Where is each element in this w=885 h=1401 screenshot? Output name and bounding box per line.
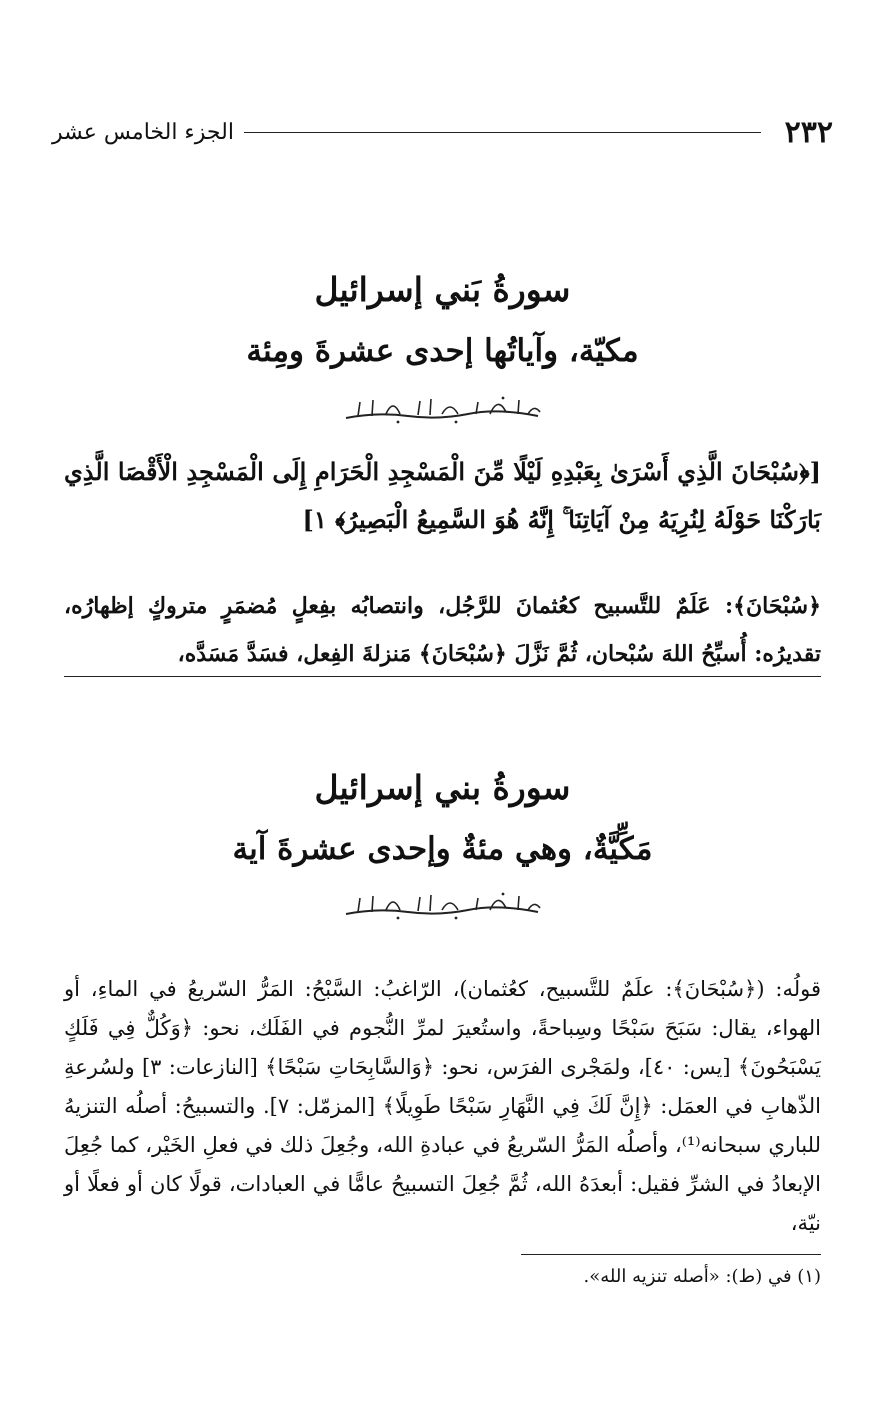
section2-body: قولُه: (﴿سُبْحَانَ﴾: علَمٌ للتَّسبيح، كعُثمان)، الرّاغبُ: السَّبْحُ: المَرُّ السّريعُ في الماءِ، أو الهواء، يقال: سَبَحَ سَبْحًا وسِباحةً، واستُعيرَ لمرِّ النُّجوم في الفَلَك، نحو: ﴿وَكُلٌّ فِي فَلَكٍ يَسْبَحُونَ﴾ [يس: ٤٠]، ولمَجْرى الفرَس، نحو: ﴿وَالسَّابِحَاتِ سَبْحًا﴾ [النازعات: ٣] ولسُرعةِ الذّهابِ في العمَل: ﴿إِنَّ لَكَ فِي النَّهَارِ سَبْحًا طَوِيلًا﴾ [المزمّل: ٧]. والتسبيحُ: أصلُه التنزيهُ للباري سبحانه⁽¹⁾، وأصلُه المَرُّ السّريعُ في عبادةِ الله، وجُعِلَ ذلك في فعلِ الخَيْر، كما جُعِلَ الإبعادُ في الشرِّ فقيل: أبعدَهُ الله، ثُمَّ جُعِلَ التسبيحُ عامًّا في العبادات، قولًا كان أو فعلًا أو نيّة، <box>64 977 821 1235</box>
basmala-calligraphy-icon <box>338 888 548 922</box>
page-number: ٢٣٢ <box>784 114 833 150</box>
section1-title: سورةُ بَني إسرائيل <box>314 270 571 309</box>
section1-commentary: ﴿سُبْحَانَ﴾: عَلَمٌ للتَّسبيح كعُثمانَ للرَّجُل، وانتصابُه بفِعلٍ مُضمَرٍ متروكٍ إظهارُه، تقديرُه: أُسبِّحُ اللهَ سُبْحان، ثُمَّ نَزَّلَ ﴿سُبْحَانَ﴾ مَنزلةَ الفِعل، فسَدَّ مَسَدَّه، <box>64 593 821 667</box>
header-rule <box>244 132 761 133</box>
section1-verse: [﴿سُبْحَانَ الَّذِي أَسْرَىٰ بِعَبْدِهِ لَيْلًا مِّنَ الْمَسْجِدِ الْحَرَامِ إِلَى الْمَسْجِدِ الْأَقْصَا الَّذِي بَارَكْنَا حَوْلَهُ لِنُرِيَهُ مِنْ آيَاتِنَا ۚ إِنَّهُ هُوَ السَّمِيعُ الْبَصِيرُ﴾ ١] <box>64 457 821 534</box>
section1-subtitle: مكيّة، وآياتُها إحدى عشرةَ ومِئة <box>246 333 639 369</box>
section1-titles <box>40 262 845 384</box>
running-title: الجزء الخامس عشر <box>52 119 234 145</box>
section-divider <box>64 676 821 677</box>
footnote-rule <box>521 1254 821 1255</box>
section2-subtitle: مَكِّيَّةٌ، وهي مئةٌ وإحدى عشرةَ آية <box>232 831 653 867</box>
section1-basmala <box>0 392 885 430</box>
footnote: (١) في (ط): «أصله تنزيه الله». <box>583 1266 821 1287</box>
section2-basmala <box>0 888 885 926</box>
basmala-calligraphy-icon <box>338 392 548 426</box>
section2-title: سورةُ بني إسرائيل <box>314 768 571 807</box>
running-header <box>52 112 833 152</box>
section2-titles <box>40 760 845 882</box>
